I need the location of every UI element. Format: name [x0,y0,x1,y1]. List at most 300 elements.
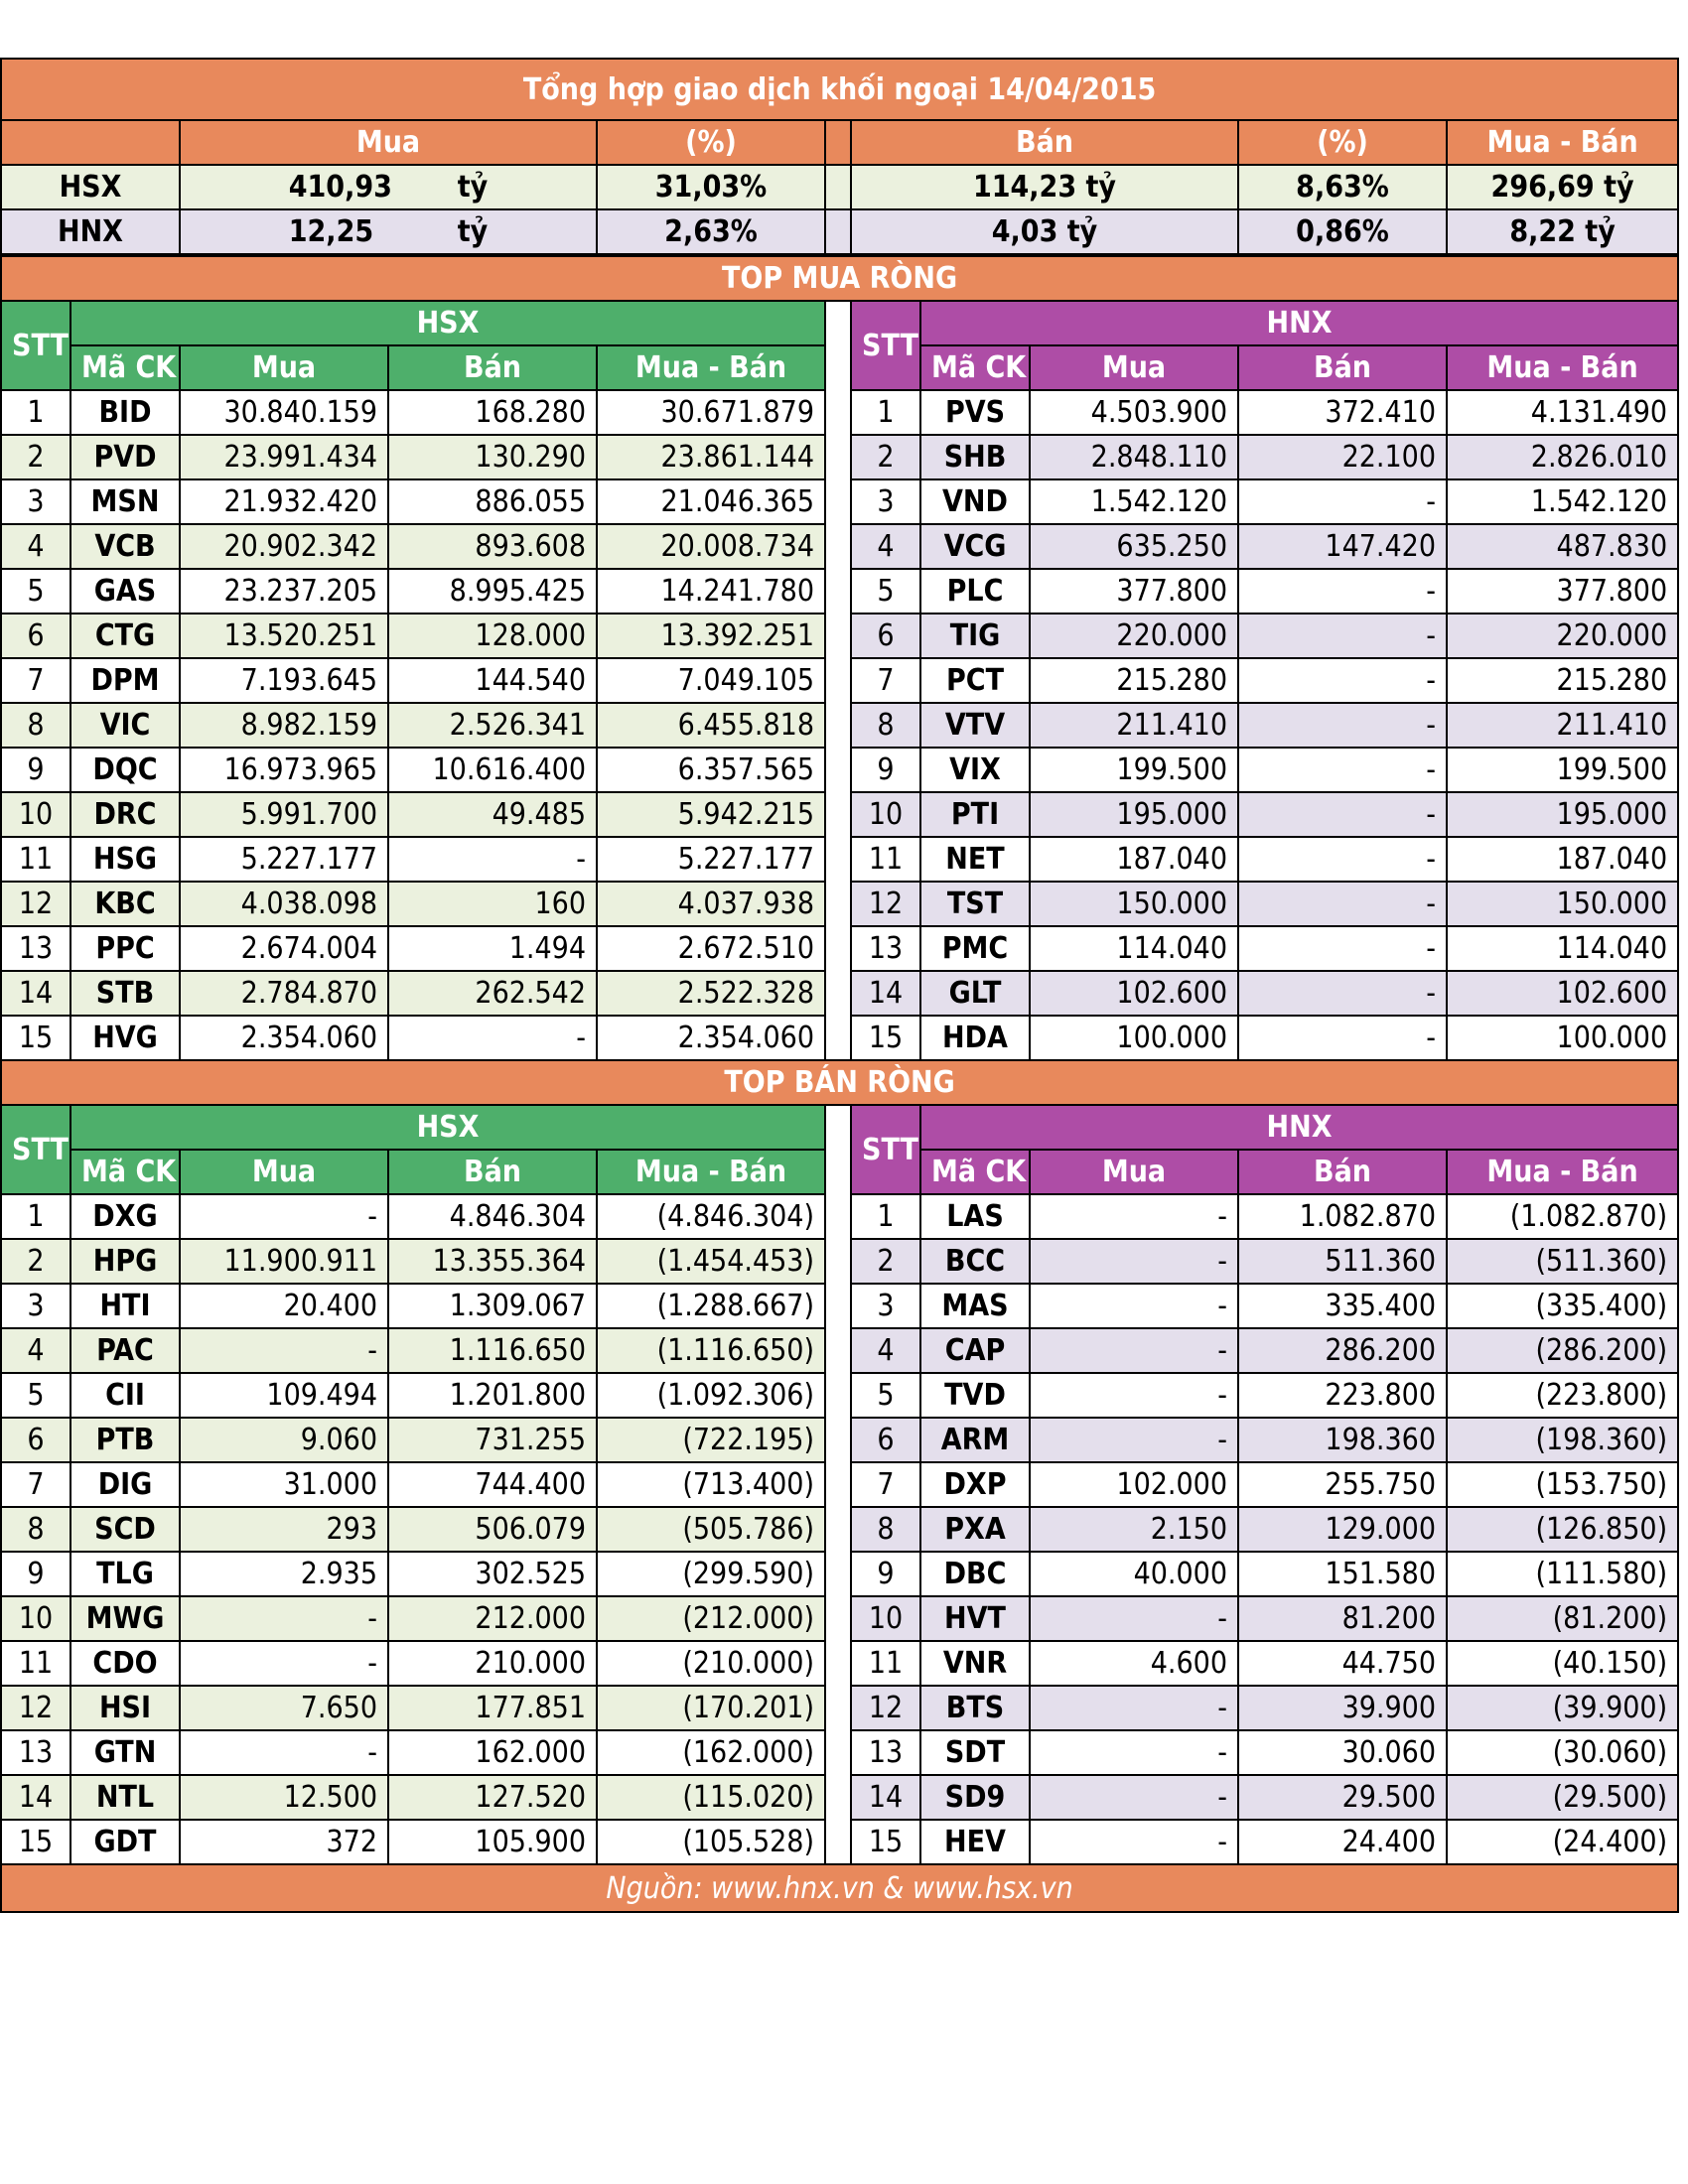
row-sell: - [1238,792,1447,837]
row-sell: 13.355.364 [388,1239,597,1284]
row-stock-code: SHB [920,435,1030,479]
row-stt: 9 [851,748,920,792]
row-sell: 129.000 [1238,1507,1447,1552]
summary-head-gap [825,120,851,165]
row-buy: 150.000 [1030,882,1238,926]
row-net: 4.131.490 [1447,390,1678,435]
row-net: 4.037.938 [597,882,825,926]
row-stt: 13 [1,1730,70,1775]
hnx-header: HNX [920,1105,1678,1150]
row-stt: 3 [851,1284,920,1328]
row-stock-code: BCC [920,1239,1030,1284]
row-stock-code: DRC [70,792,180,837]
row-stock-code: HDA [920,1016,1030,1060]
stt-header: STT [851,1105,920,1194]
row-net: (212.000) [597,1596,825,1641]
row-stt: 4 [851,524,920,569]
summary-buy-unit: tỷ [457,214,489,249]
row-stock-code: PMC [920,926,1030,971]
summary-gap [825,165,851,209]
col-header-buy: Mua [1030,345,1238,390]
col-header-code: Mã CK [920,1150,1030,1194]
row-stock-code: GDT [70,1820,180,1864]
col-header-net: Mua - Bán [1447,345,1678,390]
row-net: (511.360) [1447,1239,1678,1284]
summary-buy-unit: tỷ [457,170,489,205]
row-sell: 511.360 [1238,1239,1447,1284]
row-stock-code: TST [920,882,1030,926]
row-sell: - [1238,703,1447,748]
row-sell: 128.000 [388,614,597,658]
row-net: (24.400) [1447,1820,1678,1864]
row-net: (286.200) [1447,1328,1678,1373]
row-sell: 39.900 [1238,1686,1447,1730]
row-net: 2.354.060 [597,1016,825,1060]
row-stt: 15 [851,1820,920,1864]
row-sell: - [388,1016,597,1060]
row-net: 30.671.879 [597,390,825,435]
row-sell: 22.100 [1238,435,1447,479]
row-stock-code: VTV [920,703,1030,748]
row-net: 14.241.780 [597,569,825,614]
row-buy: 23.237.205 [180,569,388,614]
row-buy: - [1030,1820,1238,1864]
row-net: 6.455.818 [597,703,825,748]
row-stt: 12 [851,1686,920,1730]
row-stock-code: CTG [70,614,180,658]
row-buy: 2.935 [180,1552,388,1596]
row-sell: 30.060 [1238,1730,1447,1775]
row-buy: - [180,1328,388,1373]
row-stt: 1 [851,390,920,435]
row-buy: 20.902.342 [180,524,388,569]
row-buy: 30.840.159 [180,390,388,435]
row-sell: 262.542 [388,971,597,1016]
row-sell: 1.116.650 [388,1328,597,1373]
summary-sell-pct: 0,86% [1238,209,1447,254]
row-stock-code: DXP [920,1462,1030,1507]
row-net: 199.500 [1447,748,1678,792]
row-sell: 506.079 [388,1507,597,1552]
row-sell: 1.309.067 [388,1284,597,1328]
row-stock-code: HTI [70,1284,180,1328]
row-stt: 14 [851,971,920,1016]
row-stock-code: VCG [920,524,1030,569]
row-stock-code: VND [920,479,1030,524]
row-net: 487.830 [1447,524,1678,569]
top_sell-header-row [1,1105,1678,1150]
row-sell: 44.750 [1238,1641,1447,1686]
row-stt: 3 [851,479,920,524]
row-buy: 12.500 [180,1775,388,1820]
row-stock-code: SD9 [920,1775,1030,1820]
row-net: 114.040 [1447,926,1678,971]
row-net: 102.600 [1447,971,1678,1016]
row-stt: 4 [1,524,70,569]
row-buy: 4.503.900 [1030,390,1238,435]
row-sell: 127.520 [388,1775,597,1820]
row-stt: 7 [1,1462,70,1507]
row-stt: 10 [851,792,920,837]
summary-exchange: HNX [1,209,180,254]
row-stock-code: CAP [920,1328,1030,1373]
row-stock-code: DBC [920,1552,1030,1596]
row-sell: 177.851 [388,1686,597,1730]
row-sell: - [388,837,597,882]
col-header-code: Mã CK [70,345,180,390]
row-net: (198.360) [1447,1418,1678,1462]
top_buy-header-row [1,301,1678,345]
row-net: 150.000 [1447,882,1678,926]
row-net: (1.454.453) [597,1239,825,1284]
row-sell: 160 [388,882,597,926]
row-buy: - [1030,1373,1238,1418]
row-stock-code: SDT [920,1730,1030,1775]
row-stock-code: PCT [920,658,1030,703]
row-buy: 215.280 [1030,658,1238,703]
row-stt: 11 [851,1641,920,1686]
row-sell: 105.900 [388,1820,597,1864]
row-stock-code: GTN [70,1730,180,1775]
row-stt: 10 [1,792,70,837]
row-net: (170.201) [597,1686,825,1730]
row-net: (153.750) [1447,1462,1678,1507]
row-buy: 40.000 [1030,1552,1238,1596]
row-sell: - [1238,658,1447,703]
row-stock-code: NTL [70,1775,180,1820]
row-net: 20.008.734 [597,524,825,569]
row-stock-code: BID [70,390,180,435]
row-stt: 1 [1,390,70,435]
row-stt: 6 [1,1418,70,1462]
summary-head-sell: Bán [851,120,1238,165]
row-stt: 3 [1,479,70,524]
row-sell: - [1238,569,1447,614]
row-buy: - [1030,1194,1238,1239]
section-title: TOP MUA RÒNG [1,256,1678,301]
row-stock-code: GLT [920,971,1030,1016]
row-sell: 81.200 [1238,1596,1447,1641]
row-buy: 220.000 [1030,614,1238,658]
row-stock-code: PVD [70,435,180,479]
row-buy: 2.848.110 [1030,435,1238,479]
row-net: (39.900) [1447,1686,1678,1730]
row-net: 21.046.365 [597,479,825,524]
row-stt: 14 [1,1775,70,1820]
row-stt: 14 [851,1775,920,1820]
row-sell: 198.360 [1238,1418,1447,1462]
row-stt: 14 [1,971,70,1016]
row-sell: 1.082.870 [1238,1194,1447,1239]
col-header-net: Mua - Bán [597,345,825,390]
summary-head-sell-pct: (%) [1238,120,1447,165]
row-net: 220.000 [1447,614,1678,658]
row-stock-code: STB [70,971,180,1016]
row-stt: 13 [1,926,70,971]
row-net: 5.227.177 [597,837,825,882]
row-buy: 7.193.645 [180,658,388,703]
col-header-buy: Mua [1030,1150,1238,1194]
row-buy: 114.040 [1030,926,1238,971]
row-net: 377.800 [1447,569,1678,614]
summary-row-hnx [1,209,1678,254]
col-header-net: Mua - Bán [1447,1150,1678,1194]
stt-header: STT [851,301,920,390]
row-buy: 13.520.251 [180,614,388,658]
summary-buy [180,165,597,209]
row-stt: 8 [851,1507,920,1552]
hsx-header: HSX [70,1105,825,1150]
row-buy: 31.000 [180,1462,388,1507]
row-net: 2.672.510 [597,926,825,971]
summary-corner [1,120,180,165]
col-header-buy: Mua [180,345,388,390]
summary-head-net: Mua - Bán [1447,120,1678,165]
row-net: (81.200) [1447,1596,1678,1641]
col-header-code: Mã CK [920,345,1030,390]
row-sell: - [1238,971,1447,1016]
row-stock-code: HPG [70,1239,180,1284]
row-buy: 293 [180,1507,388,1552]
row-sell: 8.995.425 [388,569,597,614]
row-stt: 10 [1,1596,70,1641]
row-sell: 168.280 [388,390,597,435]
row-buy: - [1030,1328,1238,1373]
row-net: (111.580) [1447,1552,1678,1596]
row-buy: - [1030,1418,1238,1462]
row-net: 211.410 [1447,703,1678,748]
row-stt: 5 [851,569,920,614]
row-stock-code: DIG [70,1462,180,1507]
row-sell: 1.201.800 [388,1373,597,1418]
row-net: (30.060) [1447,1730,1678,1775]
row-sell: 49.485 [388,792,597,837]
row-sell: 162.000 [388,1730,597,1775]
row-stock-code: MAS [920,1284,1030,1328]
row-stt: 1 [1,1194,70,1239]
summary-buy-pct: 31,03% [597,165,825,209]
row-sell: 335.400 [1238,1284,1447,1328]
row-stock-code: PAC [70,1328,180,1373]
stt-header: STT [1,301,70,390]
row-stt: 6 [851,614,920,658]
row-stt: 13 [851,926,920,971]
row-stt: 5 [1,569,70,614]
row-stock-code: CDO [70,1641,180,1686]
row-stock-code: NET [920,837,1030,882]
row-stt: 8 [1,703,70,748]
row-net: 23.861.144 [597,435,825,479]
row-buy: 199.500 [1030,748,1238,792]
row-stock-code: PTI [920,792,1030,837]
row-net: (4.846.304) [597,1194,825,1239]
row-net: (210.000) [597,1641,825,1686]
row-stt: 11 [1,837,70,882]
row-sell: 223.800 [1238,1373,1447,1418]
row-net: (1.092.306) [597,1373,825,1418]
summary-net: 296,69 tỷ [1447,165,1678,209]
row-net: (29.500) [1447,1775,1678,1820]
row-stock-code: TVD [920,1373,1030,1418]
row-stock-code: PXA [920,1507,1030,1552]
row-buy: - [180,1194,388,1239]
row-stt: 11 [1,1641,70,1686]
row-stt: 12 [1,882,70,926]
row-stock-code: VNR [920,1641,1030,1686]
summary-sell: 114,23 tỷ [851,165,1238,209]
row-sell: 24.400 [1238,1820,1447,1864]
col-header-sell: Bán [388,1150,597,1194]
row-buy: - [1030,1730,1238,1775]
row-sell: 147.420 [1238,524,1447,569]
row-stock-code: VCB [70,524,180,569]
row-stock-code: PVS [920,390,1030,435]
row-stt: 12 [1,1686,70,1730]
row-net: (126.850) [1447,1507,1678,1552]
row-stock-code: VIX [920,748,1030,792]
summary-sell-pct: 8,63% [1238,165,1447,209]
row-stock-code: DXG [70,1194,180,1239]
row-stock-code: GAS [70,569,180,614]
row-net: 215.280 [1447,658,1678,703]
summary-gap [825,209,851,254]
row-buy: - [180,1730,388,1775]
summary-sell: 4,03 tỷ [851,209,1238,254]
row-buy: 20.400 [180,1284,388,1328]
row-stt: 4 [1,1328,70,1373]
row-buy: 109.494 [180,1373,388,1418]
report-title: Tổng hợp giao dịch khối ngoại 14/04/2015 [1,59,1678,120]
row-stock-code: TLG [70,1552,180,1596]
row-buy: 195.000 [1030,792,1238,837]
row-stock-code: KBC [70,882,180,926]
row-stock-code: LAS [920,1194,1030,1239]
row-net: (115.020) [597,1775,825,1820]
row-sell: - [1238,837,1447,882]
row-buy: 187.040 [1030,837,1238,882]
row-buy: - [1030,1686,1238,1730]
row-sell: 886.055 [388,479,597,524]
row-sell: - [1238,926,1447,971]
row-sell: 210.000 [388,1641,597,1686]
sheet-body [1,59,1678,254]
row-net: (223.800) [1447,1373,1678,1418]
row-sell: 2.526.341 [388,703,597,748]
row-stt: 11 [851,837,920,882]
row-stock-code: PTB [70,1418,180,1462]
summary-grid [0,58,1679,255]
row-stt: 8 [851,703,920,748]
row-buy: 7.650 [180,1686,388,1730]
row-sell: 212.000 [388,1596,597,1641]
row-stt: 2 [1,435,70,479]
col-header-sell: Bán [388,345,597,390]
row-stt: 15 [851,1016,920,1060]
summary-head-buy-pct: (%) [597,120,825,165]
row-stock-code: HSI [70,1686,180,1730]
row-stt: 2 [1,1239,70,1284]
row-sell: - [1238,614,1447,658]
row-net: 100.000 [1447,1016,1678,1060]
row-stock-code: SCD [70,1507,180,1552]
row-net: 2.522.328 [597,971,825,1016]
summary-head-buy: Mua [180,120,597,165]
row-sell: 302.525 [388,1552,597,1596]
row-sell: 10.616.400 [388,748,597,792]
row-sell: - [1238,479,1447,524]
row-buy: 102.600 [1030,971,1238,1016]
row-stock-code: MSN [70,479,180,524]
summary-net: 8,22 tỷ [1447,209,1678,254]
row-net: (335.400) [1447,1284,1678,1328]
row-stock-code: DPM [70,658,180,703]
row-sell: 372.410 [1238,390,1447,435]
top_buy-band-row [1,256,1678,301]
hnx-header: HNX [920,301,1678,345]
row-buy: 100.000 [1030,1016,1238,1060]
row-net: (1.082.870) [1447,1194,1678,1239]
row-buy: - [1030,1284,1238,1328]
row-buy: 102.000 [1030,1462,1238,1507]
row-stt: 2 [851,1239,920,1284]
col-header-buy: Mua [180,1150,388,1194]
row-net: 195.000 [1447,792,1678,837]
row-buy: 635.250 [1030,524,1238,569]
row-stt: 6 [1,614,70,658]
row-buy: 1.542.120 [1030,479,1238,524]
row-buy: 377.800 [1030,569,1238,614]
section-title: TOP BÁN RÒNG [1,1060,1678,1105]
row-buy: - [1030,1239,1238,1284]
row-buy: 2.150 [1030,1507,1238,1552]
row-buy: - [180,1641,388,1686]
row-sell: - [1238,1016,1447,1060]
row-buy: 8.982.159 [180,703,388,748]
row-stt: 7 [851,658,920,703]
row-stt: 9 [1,1552,70,1596]
row-sell: 144.540 [388,658,597,703]
row-stt: 5 [1,1373,70,1418]
row-net: (505.786) [597,1507,825,1552]
row-stock-code: HVT [920,1596,1030,1641]
summary-buy-amount: 410,93 [288,170,392,205]
row-buy: 16.973.965 [180,748,388,792]
hsx-header: HSX [70,301,825,345]
row-buy: - [1030,1596,1238,1641]
row-stock-code: CII [70,1373,180,1418]
row-stt: 5 [851,1373,920,1418]
row-sell: 130.290 [388,435,597,479]
row-net: 6.357.565 [597,748,825,792]
row-sell: - [1238,748,1447,792]
row-net: 13.392.251 [597,614,825,658]
row-stock-code: HEV [920,1820,1030,1864]
row-buy: 211.410 [1030,703,1238,748]
row-sell: 29.500 [1238,1775,1447,1820]
row-stt: 13 [851,1730,920,1775]
row-sell: 744.400 [388,1462,597,1507]
row-buy: 2.784.870 [180,971,388,1016]
column-gap [825,301,851,1060]
col-header-sell: Bán [1238,1150,1447,1194]
row-net: (1.288.667) [597,1284,825,1328]
row-stock-code: VIC [70,703,180,748]
row-buy: - [1030,1775,1238,1820]
row-net: (162.000) [597,1730,825,1775]
summary-header-row [1,120,1678,165]
row-stock-code: DQC [70,748,180,792]
row-stock-code: PLC [920,569,1030,614]
